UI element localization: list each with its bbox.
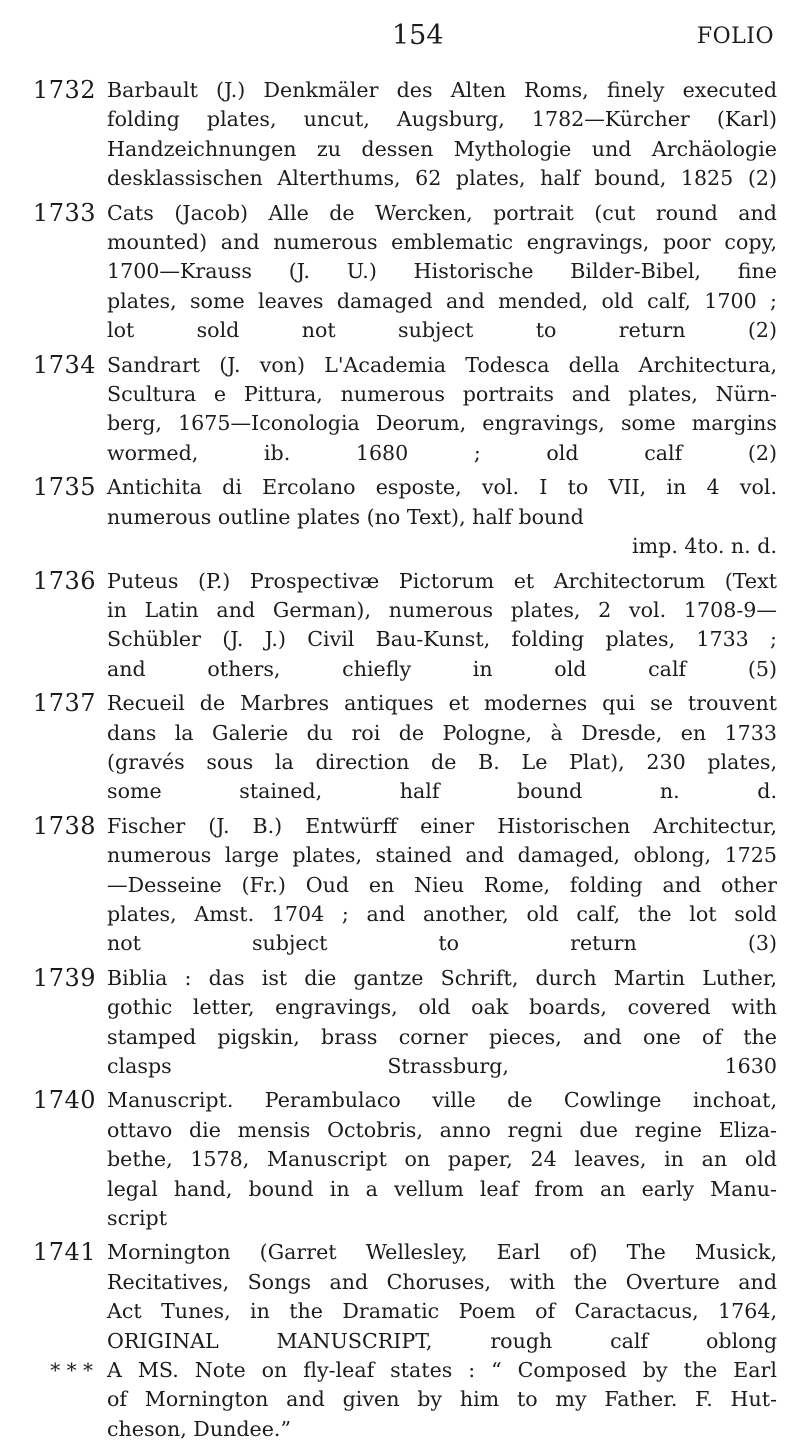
entry-line: Sandrart (J. von) L'Academia Todesca della Architectura, bbox=[107, 352, 777, 377]
entry-line: Cats (Jacob) Alle de Wercken, portrait (cut round and bbox=[107, 200, 777, 225]
entry-line: dans la Galerie du roi de Pologne, à Dresde, en 1733 bbox=[107, 720, 777, 745]
entry-line: Antichita di Ercolano esposte, vol. I to VII, in 4 vol. bbox=[107, 475, 777, 500]
entry-line: plates, some leaves damaged and mended, old calf, 1700 ; bbox=[107, 288, 777, 313]
entry-description bbox=[107, 1086, 777, 1233]
entry-line: Manuscript. Perambulaco ville de Cowlinge inchoat, bbox=[107, 1088, 777, 1113]
entry-line: mounted) and numerous emblematic engravings, poor copy, bbox=[107, 230, 777, 255]
catalogue-entry bbox=[0, 351, 800, 469]
lot-number: 1732 bbox=[32, 76, 96, 104]
page-header bbox=[0, 20, 800, 60]
note-line: of Mornington and given by him to my Father. F. Hut- bbox=[107, 1387, 777, 1412]
entry-line: some stained, half bound n. d. bbox=[107, 779, 777, 804]
entry-line: wormed, ib. 1680 ; old calf (2) bbox=[107, 440, 777, 465]
entry-line: stamped pigskin, brass corner pieces, and one of the bbox=[107, 1024, 777, 1049]
note-text bbox=[107, 1356, 777, 1444]
entry-line: plates, Amst. 1704 ; and another, old calf, the lot sold bbox=[107, 901, 777, 926]
entry-description bbox=[107, 689, 777, 807]
entry-line: bethe, 1578, Manuscript on paper, 24 leaves, in an old bbox=[107, 1147, 777, 1172]
entry-description bbox=[107, 812, 777, 959]
asterism-mark: * * * bbox=[50, 1358, 93, 1383]
lot-number: 1737 bbox=[32, 689, 96, 718]
entry-line: in Latin and German), numerous plates, 2 vol. 1708-9— bbox=[107, 597, 777, 622]
entry-line: Puteus (P.) Prospectivæ Pictorum et Architectorum (Text bbox=[107, 568, 777, 593]
entry-line: script bbox=[107, 1206, 167, 1231]
entry-line: Barbault (J.) Denkmäler des Alten Roms, finely executed bbox=[107, 78, 777, 102]
entry-line: lot sold not subject to return (2) bbox=[107, 318, 777, 343]
entry-description bbox=[107, 1238, 777, 1356]
entry-line: 1700—Krauss (J. U.) Historische Bilder-Bibel, fine bbox=[107, 259, 777, 284]
entry-description bbox=[107, 199, 777, 346]
catalogue-entry bbox=[0, 199, 800, 346]
entry-description bbox=[107, 76, 777, 194]
catalogue-entry bbox=[0, 567, 800, 685]
entry-line: clasps Strassburg, 1630 bbox=[107, 1054, 777, 1078]
manuscript-note bbox=[0, 1356, 800, 1444]
entry-line: imp. 4to. n. d. bbox=[632, 534, 777, 559]
page-number: 154 bbox=[392, 20, 444, 51]
entry-line: numerous large plates, stained and damaged, oblong, 1725 bbox=[107, 843, 777, 868]
lot-number: 1734 bbox=[32, 350, 96, 379]
entry-line: Handzeichnungen zu dessen Mythologie und Archäologie bbox=[107, 136, 777, 161]
entry-line: and others, chiefly in old calf (5) bbox=[107, 656, 777, 681]
entry-line: Biblia : das ist die gantze Schrift, durch Martin Luther, bbox=[107, 965, 777, 990]
entry-line: Fischer (J. B.) Entwürff einer Historischen Architectur, bbox=[107, 813, 777, 838]
catalogue-entry bbox=[0, 1086, 800, 1233]
lot-number: 1739 bbox=[32, 963, 96, 992]
entry-line: legal hand, bound in a vellum leaf from an early Manu- bbox=[107, 1176, 777, 1201]
entry-line: ottavo die mensis Octobris, anno regni due regine Eliza- bbox=[107, 1117, 777, 1142]
entry-line: Mornington (Garret Wellesley, Earl of) The Musick, bbox=[107, 1240, 777, 1265]
catalogue-entry bbox=[0, 76, 800, 194]
entry-description bbox=[107, 567, 777, 685]
entry-line: ORIGINAL MANUSCRIPT, rough calf oblong bbox=[107, 1328, 777, 1353]
lot-number: 1736 bbox=[32, 566, 96, 595]
entry-line: folding plates, uncut, Augsburg, 1782—Kürcher (Karl) bbox=[107, 107, 777, 132]
lot-number: 1733 bbox=[32, 198, 96, 227]
note-line: A MS. Note on fly-leaf states : “ Composed by the Earl bbox=[107, 1358, 777, 1383]
entry-line: Schübler (J. J.) Civil Bau-Kunst, folding plates, 1733 ; bbox=[107, 627, 777, 652]
catalogue-entry bbox=[0, 812, 800, 959]
catalogue-entry bbox=[0, 473, 800, 561]
catalogue-entry bbox=[0, 964, 800, 1082]
entry-description bbox=[107, 351, 777, 469]
entry-line: desklassischen Alterthums, 62 plates, half bound, 1825 (2) bbox=[107, 166, 777, 191]
lot-number: 1740 bbox=[32, 1086, 96, 1115]
entry-line: numerous outline plates (no Text), half bound bbox=[107, 504, 584, 529]
entry-line: —Desseine (Fr.) Oud en Nieu Rome, folding and other bbox=[107, 872, 777, 897]
entry-line: Recitatives, Songs and Choruses, with the Overture and bbox=[107, 1269, 777, 1294]
entry-line: not subject to return (3) bbox=[107, 931, 777, 956]
lot-number: 1735 bbox=[32, 473, 96, 502]
catalogue-entry bbox=[0, 1238, 800, 1356]
entry-line: (gravés sous la direction de B. Le Plat), 230 plates, bbox=[107, 749, 777, 774]
catalogue-entry bbox=[0, 689, 800, 807]
entry-line: gothic letter, engravings, old oak boards, covered with bbox=[107, 995, 777, 1020]
lot-number: 1738 bbox=[32, 811, 96, 840]
note-line: cheson, Dundee.” bbox=[107, 1416, 291, 1441]
entry-line: Act Tunes, in the Dramatic Poem of Caractacus, 1764, bbox=[107, 1299, 777, 1324]
entry-description bbox=[107, 473, 777, 561]
catalogue-entries bbox=[0, 76, 800, 1444]
entry-line: Scultura e Pittura, numerous portraits and plates, Nürn- bbox=[107, 382, 777, 407]
entry-line: Recueil de Marbres antiques et modernes qui se trouvent bbox=[107, 691, 777, 716]
lot-number: 1741 bbox=[32, 1238, 96, 1267]
section-heading: FOLIO bbox=[696, 24, 774, 49]
entry-line: berg, 1675—Iconologia Deorum, engravings, some margins bbox=[107, 411, 777, 436]
entry-description bbox=[107, 964, 777, 1082]
